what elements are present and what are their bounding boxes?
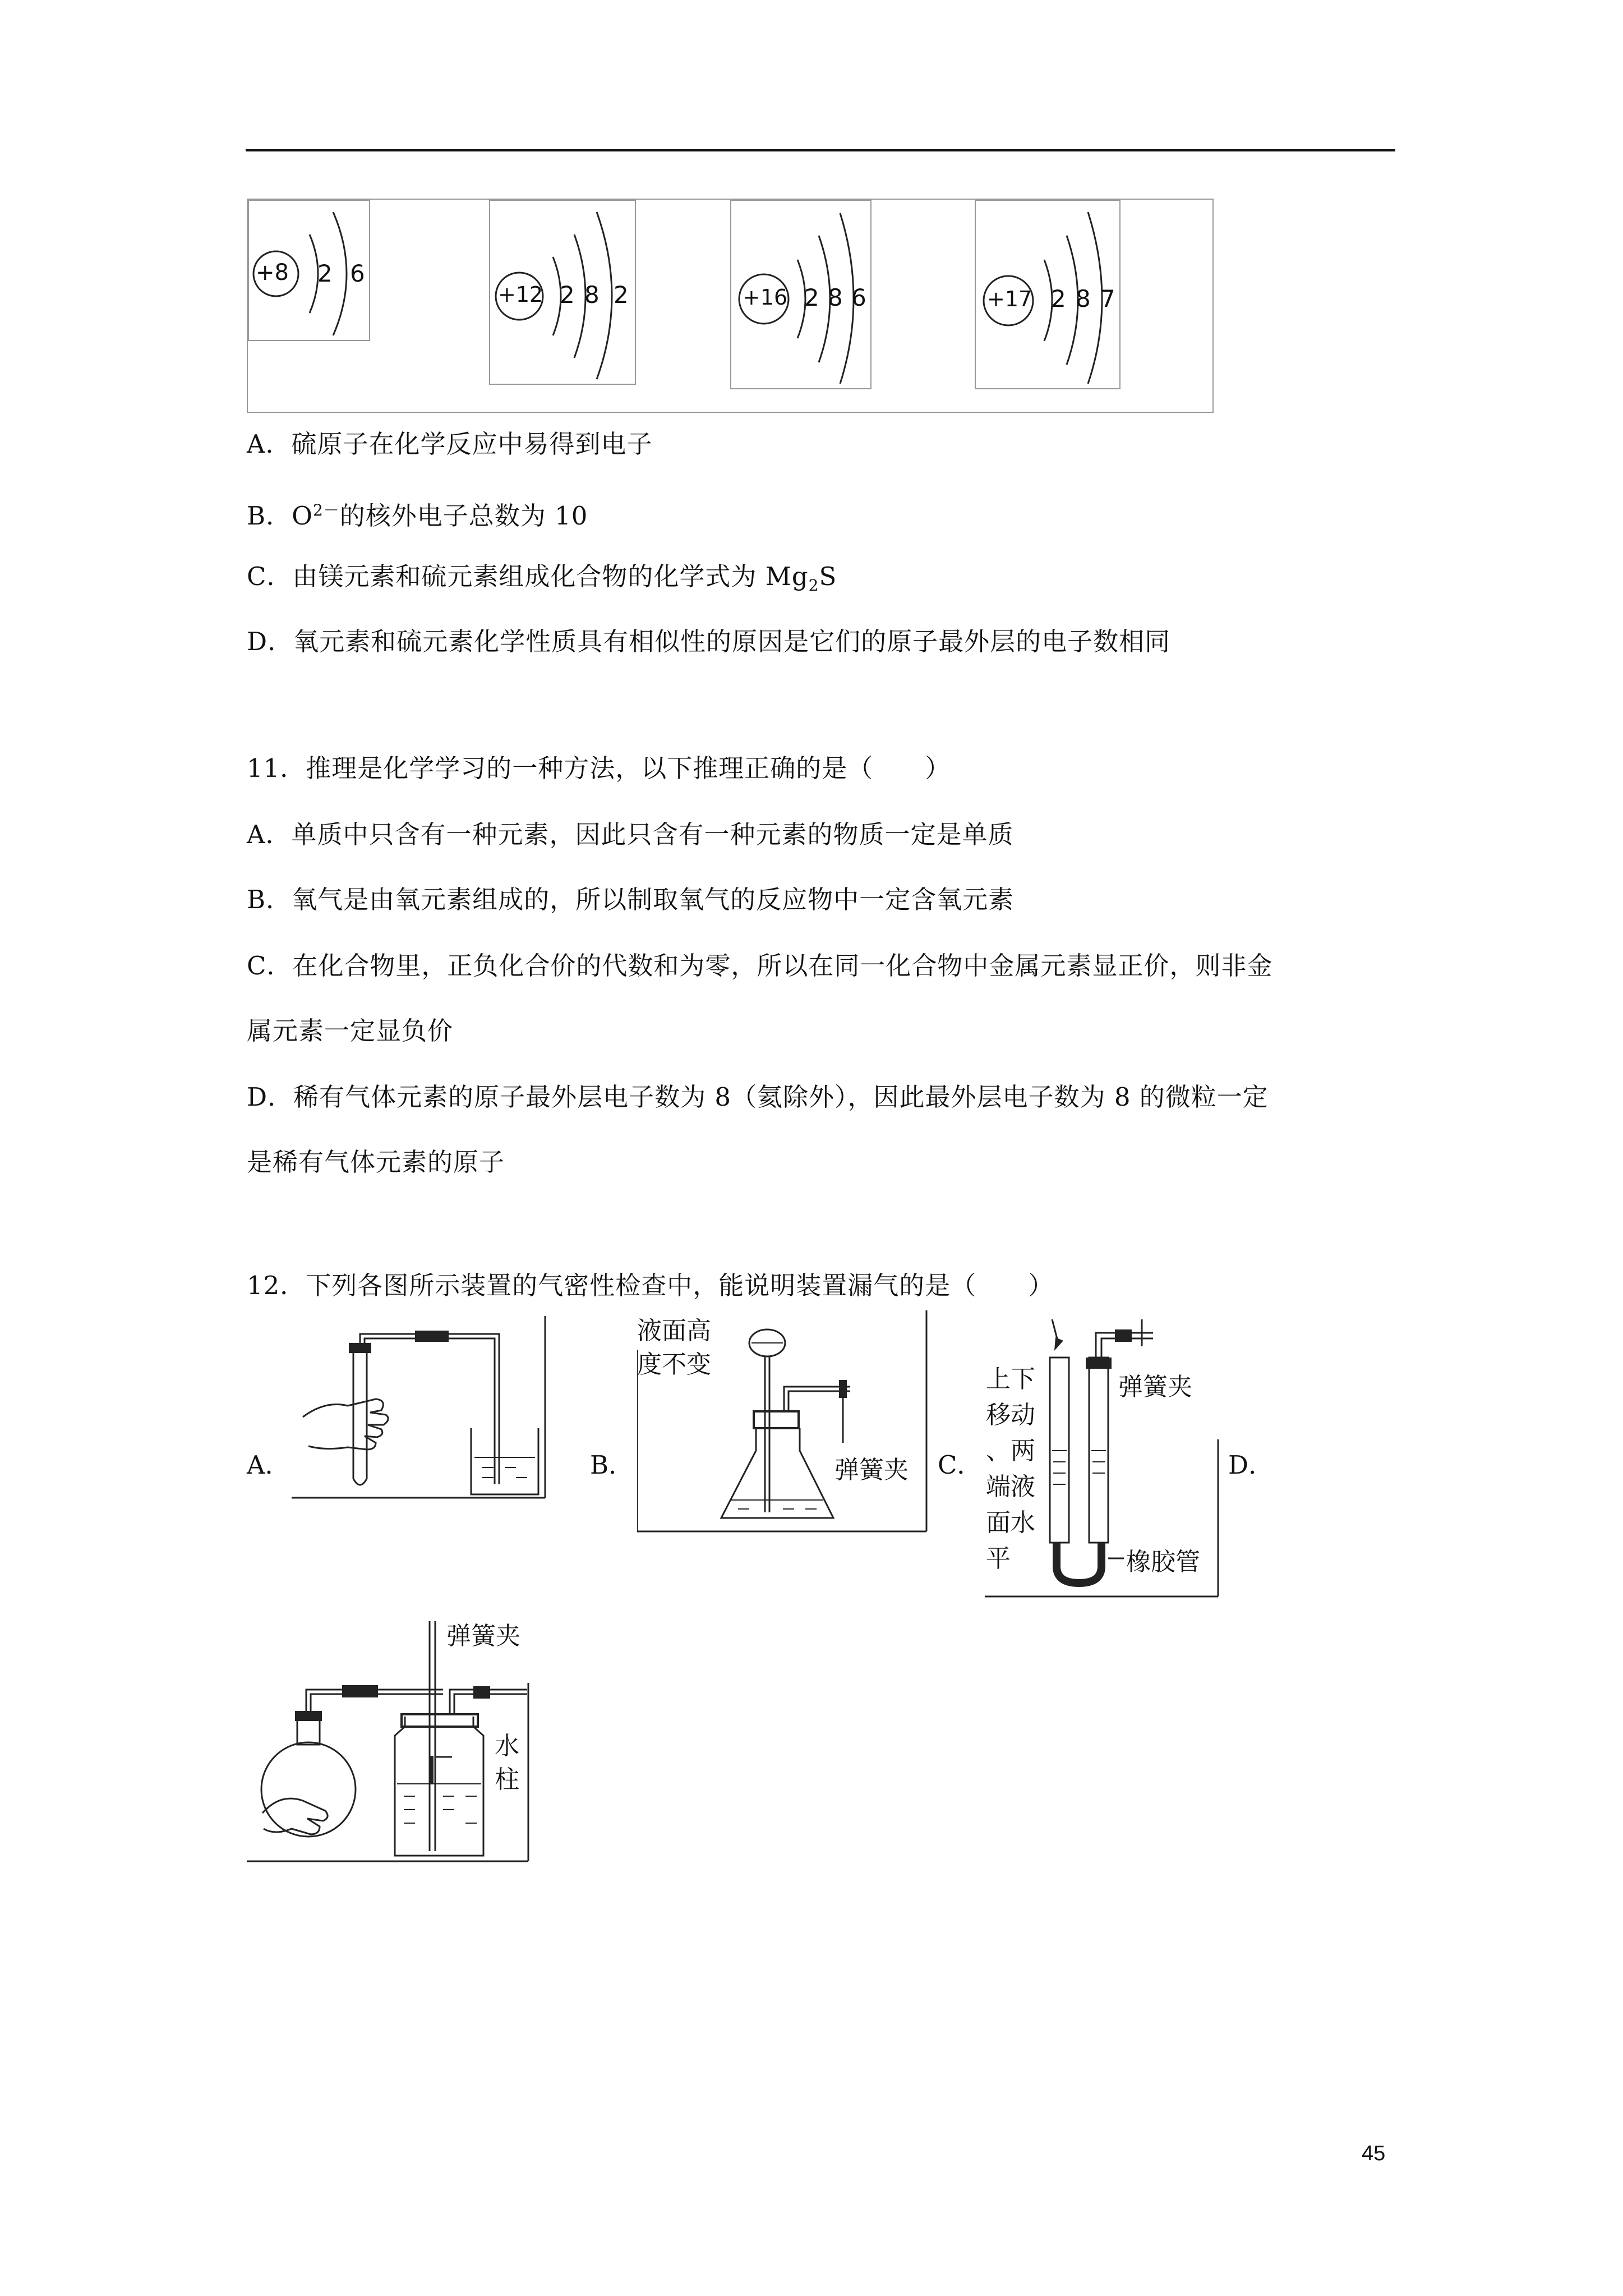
atom-shell-1: 2: [1051, 285, 1066, 312]
atom-shell-1: 2: [804, 284, 819, 311]
figure-d-clamp-label: 弹簧夹: [446, 1622, 520, 1650]
atom-nucleus: +8: [256, 260, 289, 286]
atom-structure-table: [247, 199, 1214, 413]
q10-option-c-sub: 2: [808, 576, 819, 595]
figure-a-test-tube-hand: [292, 1316, 547, 1499]
q10-option-b-post: 的核外电子总数为 10: [339, 501, 588, 531]
page-number: 45: [1362, 2142, 1386, 2165]
q10-option-a: A．硫原子在化学反应中易得到电子: [247, 429, 653, 459]
figure-c-move-label-2: 移动: [986, 1401, 1035, 1429]
q12-label-c: C．: [938, 1450, 983, 1480]
atom-nucleus: +17: [987, 287, 1032, 311]
q11-option-b: B．氧气是由氧元素组成的，所以制取氧气的反应物中一定含氧元素: [247, 885, 1015, 914]
figure-d-water-label-1: 水: [495, 1732, 519, 1760]
atom-nucleus: +16: [743, 285, 788, 310]
q11-option-d-line1: D．稀有气体元素的原子最外层电子数为 8（氦除外），因此最外层电子数为 8 的微粒一定: [247, 1082, 1269, 1112]
figure-d-flask-bottle: [247, 1616, 531, 1864]
figure-c-move-label-3: 、两: [986, 1437, 1035, 1465]
q11-stem: 11．推理是化学学习的一种方法，以下推理正确的是（ ）: [247, 753, 951, 783]
q10-option-c-post: S: [819, 562, 837, 591]
atom-shell-1: 2: [317, 260, 333, 287]
q11-option-a: A．单质中只含有一种元素，因此只含有一种元素的物质一定是单质: [247, 820, 1014, 849]
q10-option-b: [247, 494, 588, 533]
atom-shell-3: 6: [851, 284, 866, 311]
atom-cell-chlorine: [975, 200, 1121, 389]
figure-b-flask-funnel: [637, 1310, 929, 1534]
atom-shell-2: 6: [350, 260, 365, 287]
q10-option-b-sup: 2－: [312, 501, 340, 519]
atom-shell-2: 8: [584, 281, 600, 309]
q12-label-a: A．: [247, 1450, 291, 1480]
figure-d-water-label-2: 柱: [495, 1765, 519, 1794]
atom-nucleus: +12: [498, 282, 543, 307]
atom-cell-oxygen: [248, 200, 370, 341]
atom-cell-sulfur: [730, 200, 872, 389]
figure-c-move-label-1: 上下: [986, 1365, 1035, 1393]
figure-c-move-label-5: 面水: [986, 1508, 1035, 1537]
atom-shell-2: 8: [828, 284, 843, 311]
atom-shell-3: 2: [614, 281, 629, 309]
q10-option-b-pre: B．O: [247, 501, 313, 531]
q12-label-b: B．: [590, 1450, 634, 1480]
q10-option-c-pre: C．由镁元素和硫元素组成化合物的化学式为 Mg: [247, 562, 809, 591]
figure-b-level-label-1: 液面高: [637, 1317, 711, 1345]
figure-c-move-label-6: 平: [986, 1544, 1011, 1573]
atom-cell-magnesium: [489, 200, 636, 385]
atom-shell-1: 2: [560, 281, 575, 309]
q11-option-c-line2: 属元素一定显负价: [247, 1016, 454, 1046]
figure-b-level-label-2: 度不变: [637, 1350, 711, 1379]
atom-shell-3: 7: [1100, 285, 1115, 312]
figure-c-move-label-4: 端液: [986, 1473, 1035, 1501]
q12-label-d: D．: [1228, 1450, 1274, 1480]
q11-option-c-line1: C．在化合物里，正负化合价的代数和为零，所以在同一化合物中金属元素显正价，则非金: [247, 951, 1273, 981]
q10-option-d: D．氧元素和硫元素化学性质具有相似性的原因是它们的原子最外层的电子数相同: [247, 627, 1171, 656]
q10-option-c: [247, 560, 837, 602]
figure-b-clamp-label: 弹簧夹: [834, 1456, 909, 1484]
figure-c-rubber-tube-label: 橡胶管: [1126, 1548, 1200, 1576]
figure-c-clamp-label: 弹簧夹: [1118, 1373, 1192, 1401]
figure-c-u-tube: [985, 1310, 1220, 1599]
header-rule: [246, 149, 1395, 151]
q11-option-d-line2: 是稀有气体元素的原子: [247, 1147, 505, 1177]
q12-stem: 12．下列各图所示装置的气密性检查中，能说明装置漏气的是（ ）: [247, 1271, 1054, 1300]
atom-shell-2: 8: [1076, 285, 1091, 312]
